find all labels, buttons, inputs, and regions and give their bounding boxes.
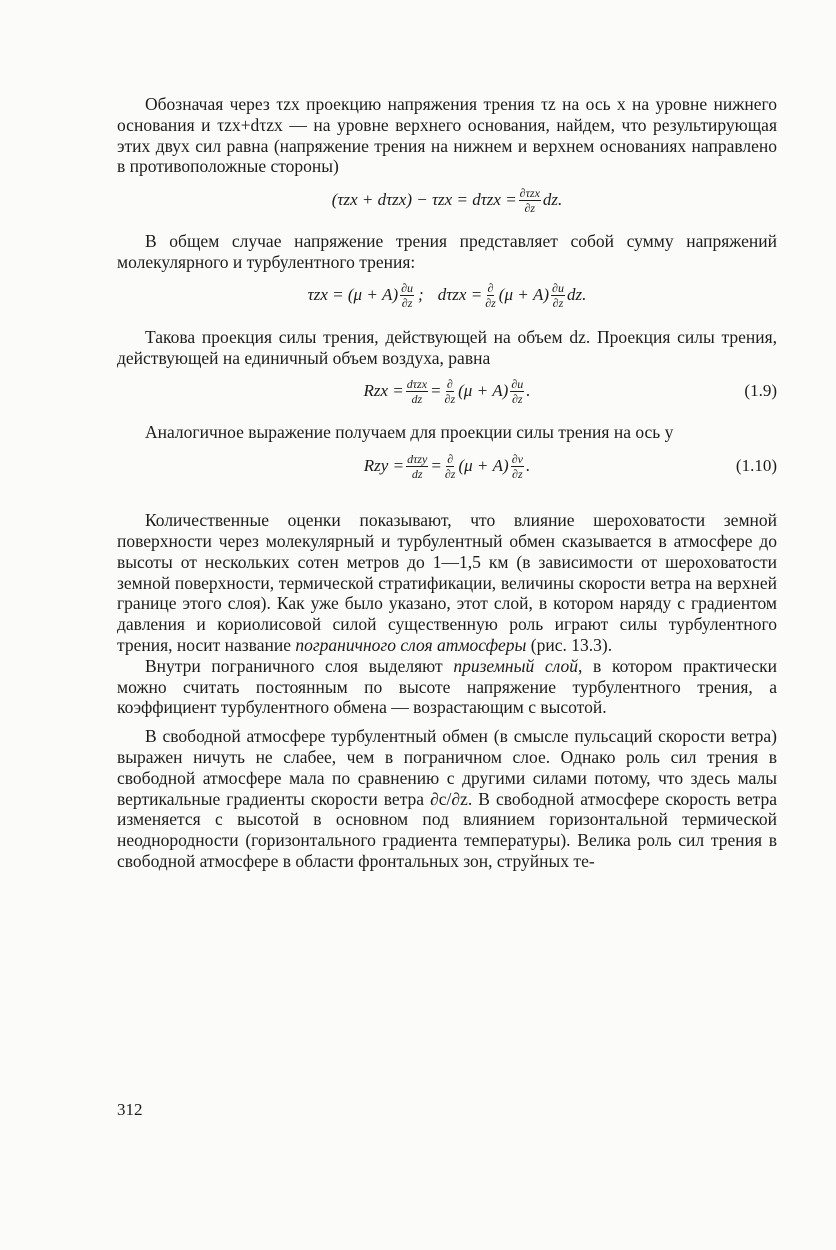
- paragraph-5: Количественные оценки показывают, что влияние шероховатости земной поверхности через молекулярный и турбулентный обмен сказывается в атмосфере до высоты от нескольких сотен метров до 1—1,5 км (в зависимости от шероховатости земной поверхности, термической стратификации, величины скорости ветра на верхней границе этого слоя). Как уже было указано, этот слой, в котором наряду с градиентом давления и кориолисовой силой существенную роль играют силы турбулентного трения, носит название пограничного слоя атмосферы (рис. 13.3).: [117, 510, 777, 655]
- eq2-fraction-1: $\frac{\partial u}{\partial z}$: [401, 281, 414, 311]
- eq2-part-d: dz.: [566, 285, 587, 305]
- term-surface-layer: приземный слой: [453, 655, 578, 676]
- eq1-right: dz.: [542, 189, 563, 209]
- eq3-fraction-3: $\frac{\partial u}{\partial z}$: [511, 376, 524, 406]
- eq3-fraction-1: $\frac{\text{dτzx}}{dz}$: [406, 376, 428, 406]
- paragraph-1: Обозначая через τzx проекцию напряжения трения τz на ось x на уровне нижнего основания и τzx+dτzx — на уровне верхнего основания, найдем, что результирующая этих двух сил равна (напряжение трения на нижнем и верхнем основаниях направлено в противоположные стороны): [117, 94, 777, 177]
- eq4-fraction-3: $\frac{\partial v}{\partial z}$: [511, 451, 523, 481]
- eq1-fraction: [519, 186, 541, 215]
- equation-4: [117, 443, 777, 489]
- eq4-part-b: =: [430, 455, 442, 475]
- paragraph-3: Такова проекция силы трения, действующей на объем dz. Проекция силы трения, действующей на единичный объем воздуха, равна: [117, 326, 777, 368]
- eq1-left: (τzx + dτzx) − τzx = dτzx =: [331, 189, 517, 209]
- paragraph-7: В свободной атмосфере турбулентный обмен (в смысле пульсаций скорости ветра) выражен ничуть не слабее, чем в пограничном слое. Однако роль сил трения в свободной атмосфере мала по сравнению с другими силами потому, что здесь малы вертикальные градиенты скорости ветра ∂c/∂z. В свободной атмосфере скорость ветра изменяется с высотой в основном под влиянием горизонтальной термической неоднородности (горизонтального градиента температуры). Велика роль сил трения в свободной атмосфере в области фронтальных зон, струйных те-: [117, 726, 777, 871]
- paragraph-4: Аналогичное выражение получаем для проекции силы трения на ось y: [145, 422, 674, 443]
- eq2-fraction-2: $\frac{\partial}{\partial z}$: [485, 281, 496, 311]
- paragraph-2: В общем случае напряжение трения представляет собой сумму напряжений молекулярного и турбулентного трения:: [117, 231, 777, 272]
- equation-1: [117, 177, 777, 223]
- eq3-part-d: .: [526, 380, 531, 400]
- eq3-part-c: (μ + A): [458, 380, 509, 400]
- page-body: [117, 94, 777, 872]
- eq4-fraction-1: $\frac{\text{dτzy}}{dz}$: [407, 451, 428, 481]
- eq4-fraction-2: $\frac{\partial}{\partial z}$: [444, 451, 456, 481]
- eq2-fraction-3: $\frac{\partial u}{\partial z}$: [552, 281, 564, 311]
- eq2-part-c: (μ + A): [498, 285, 550, 305]
- eq3-part-b: =: [430, 380, 442, 400]
- eq3-part-a: Rzx =: [363, 380, 404, 400]
- eq3-fraction-2: $\frac{\partial}{\partial z}$: [444, 376, 456, 406]
- eq4-part-d: .: [525, 455, 531, 475]
- term-boundary-layer: пограничного слоя атмосферы: [295, 634, 527, 655]
- page-number: 312: [117, 1100, 143, 1119]
- eq2-part-b: dτzx =: [437, 285, 483, 305]
- equation-3: [117, 368, 777, 414]
- paragraph-6: Внутри пограничного слоя выделяют приземный слой, в котором практически можно считать постоянным по высоте напряжение турбулентного трения, а коэффициент турбулентного обмена — возрастающим с высотой.: [117, 655, 777, 718]
- eq4-part-a: Rzy =: [363, 455, 405, 475]
- eq1-frac-den: ∂z: [524, 200, 536, 215]
- eq1-frac-num: ∂τzx: [519, 185, 540, 200]
- equation-2: [117, 273, 777, 319]
- eq2-separator: ;: [418, 285, 424, 305]
- eq2-part-a: τzx = (μ + A): [307, 285, 399, 305]
- eq4-part-c: (μ + A): [458, 455, 509, 475]
- equation-number-1-9: (1.9): [744, 380, 777, 400]
- equation-number-1-10: (1.10): [735, 455, 777, 475]
